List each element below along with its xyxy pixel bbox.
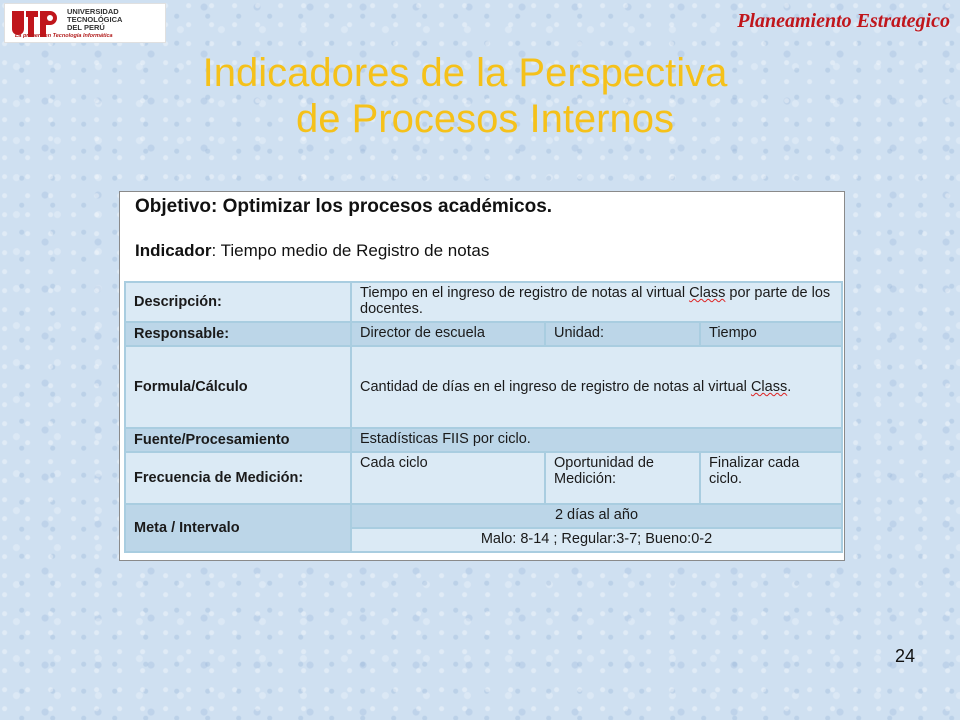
formula-value-class: Class	[750, 379, 788, 395]
table-row-fuente	[125, 428, 842, 452]
logo-tagline: La primera en Tecnología Informática	[15, 33, 113, 39]
indicator-text: : Tiempo medio de Registro de notas	[211, 241, 490, 260]
slide-title-line1: Indicadores de la Perspectiva	[202, 51, 728, 95]
table-row-meta	[125, 504, 842, 528]
fuente-label: Fuente/Procesamiento	[125, 428, 351, 452]
university-logo	[4, 3, 166, 43]
logo-name-line3: DEL PERÚ	[67, 23, 105, 32]
indicator-label: Indicador	[135, 241, 212, 260]
formula-value-a: Cantidad de días en el ingreso de registro de notas al virtual	[360, 379, 751, 395]
unidad-value: Tiempo	[700, 322, 842, 346]
slide-title-line2: de Procesos Internos	[296, 97, 674, 141]
descripcion-value-a: Tiempo en el ingreso de registro de notas al virtual	[360, 285, 690, 301]
header-title: Planeamiento Estrategico	[737, 10, 950, 32]
oportunidad-value: Finalizar cada ciclo.	[700, 452, 842, 504]
indicator-table	[124, 281, 843, 553]
formula-value	[351, 346, 842, 428]
responsable-value: Director de escuela	[351, 322, 545, 346]
table-row-descripcion	[125, 282, 842, 322]
frecuencia-label: Frecuencia de Medición:	[125, 452, 351, 504]
meta-value: 2 días al año	[351, 504, 842, 528]
descripcion-value-b: por parte de los docentes.	[360, 285, 831, 317]
descripcion-value	[351, 282, 842, 322]
table-row-responsable	[125, 322, 842, 346]
logo-name-line1: UNIVERSIDAD	[67, 7, 119, 16]
formula-value-b: .	[787, 379, 792, 395]
intervalo-value: Malo: 8-14 ; Regular:3-7; Bueno:0-2	[351, 528, 842, 552]
formula-label: Formula/Cálculo	[125, 346, 351, 428]
meta-label: Meta / Intervalo	[125, 504, 351, 552]
responsable-label: Responsable:	[125, 322, 351, 346]
oportunidad-label: Oportunidad de Medición:	[545, 452, 700, 504]
slide-title	[0, 50, 960, 142]
descripcion-value-class: Class	[689, 285, 726, 301]
indicator-card	[119, 191, 845, 561]
logo-name-line2: TECNOLÓGICA	[67, 15, 123, 24]
page-number: 24	[895, 646, 916, 666]
table-row-formula	[125, 346, 842, 428]
descripcion-label: Descripción:	[125, 282, 351, 322]
frecuencia-value: Cada ciclo	[351, 452, 545, 504]
unidad-label: Unidad:	[545, 322, 700, 346]
indicator-line	[135, 241, 489, 261]
table-row-frecuencia	[125, 452, 842, 504]
objective-text: Objetivo: Optimizar los procesos académicos.	[135, 196, 553, 217]
fuente-value: Estadísticas FIIS por ciclo.	[351, 428, 842, 452]
